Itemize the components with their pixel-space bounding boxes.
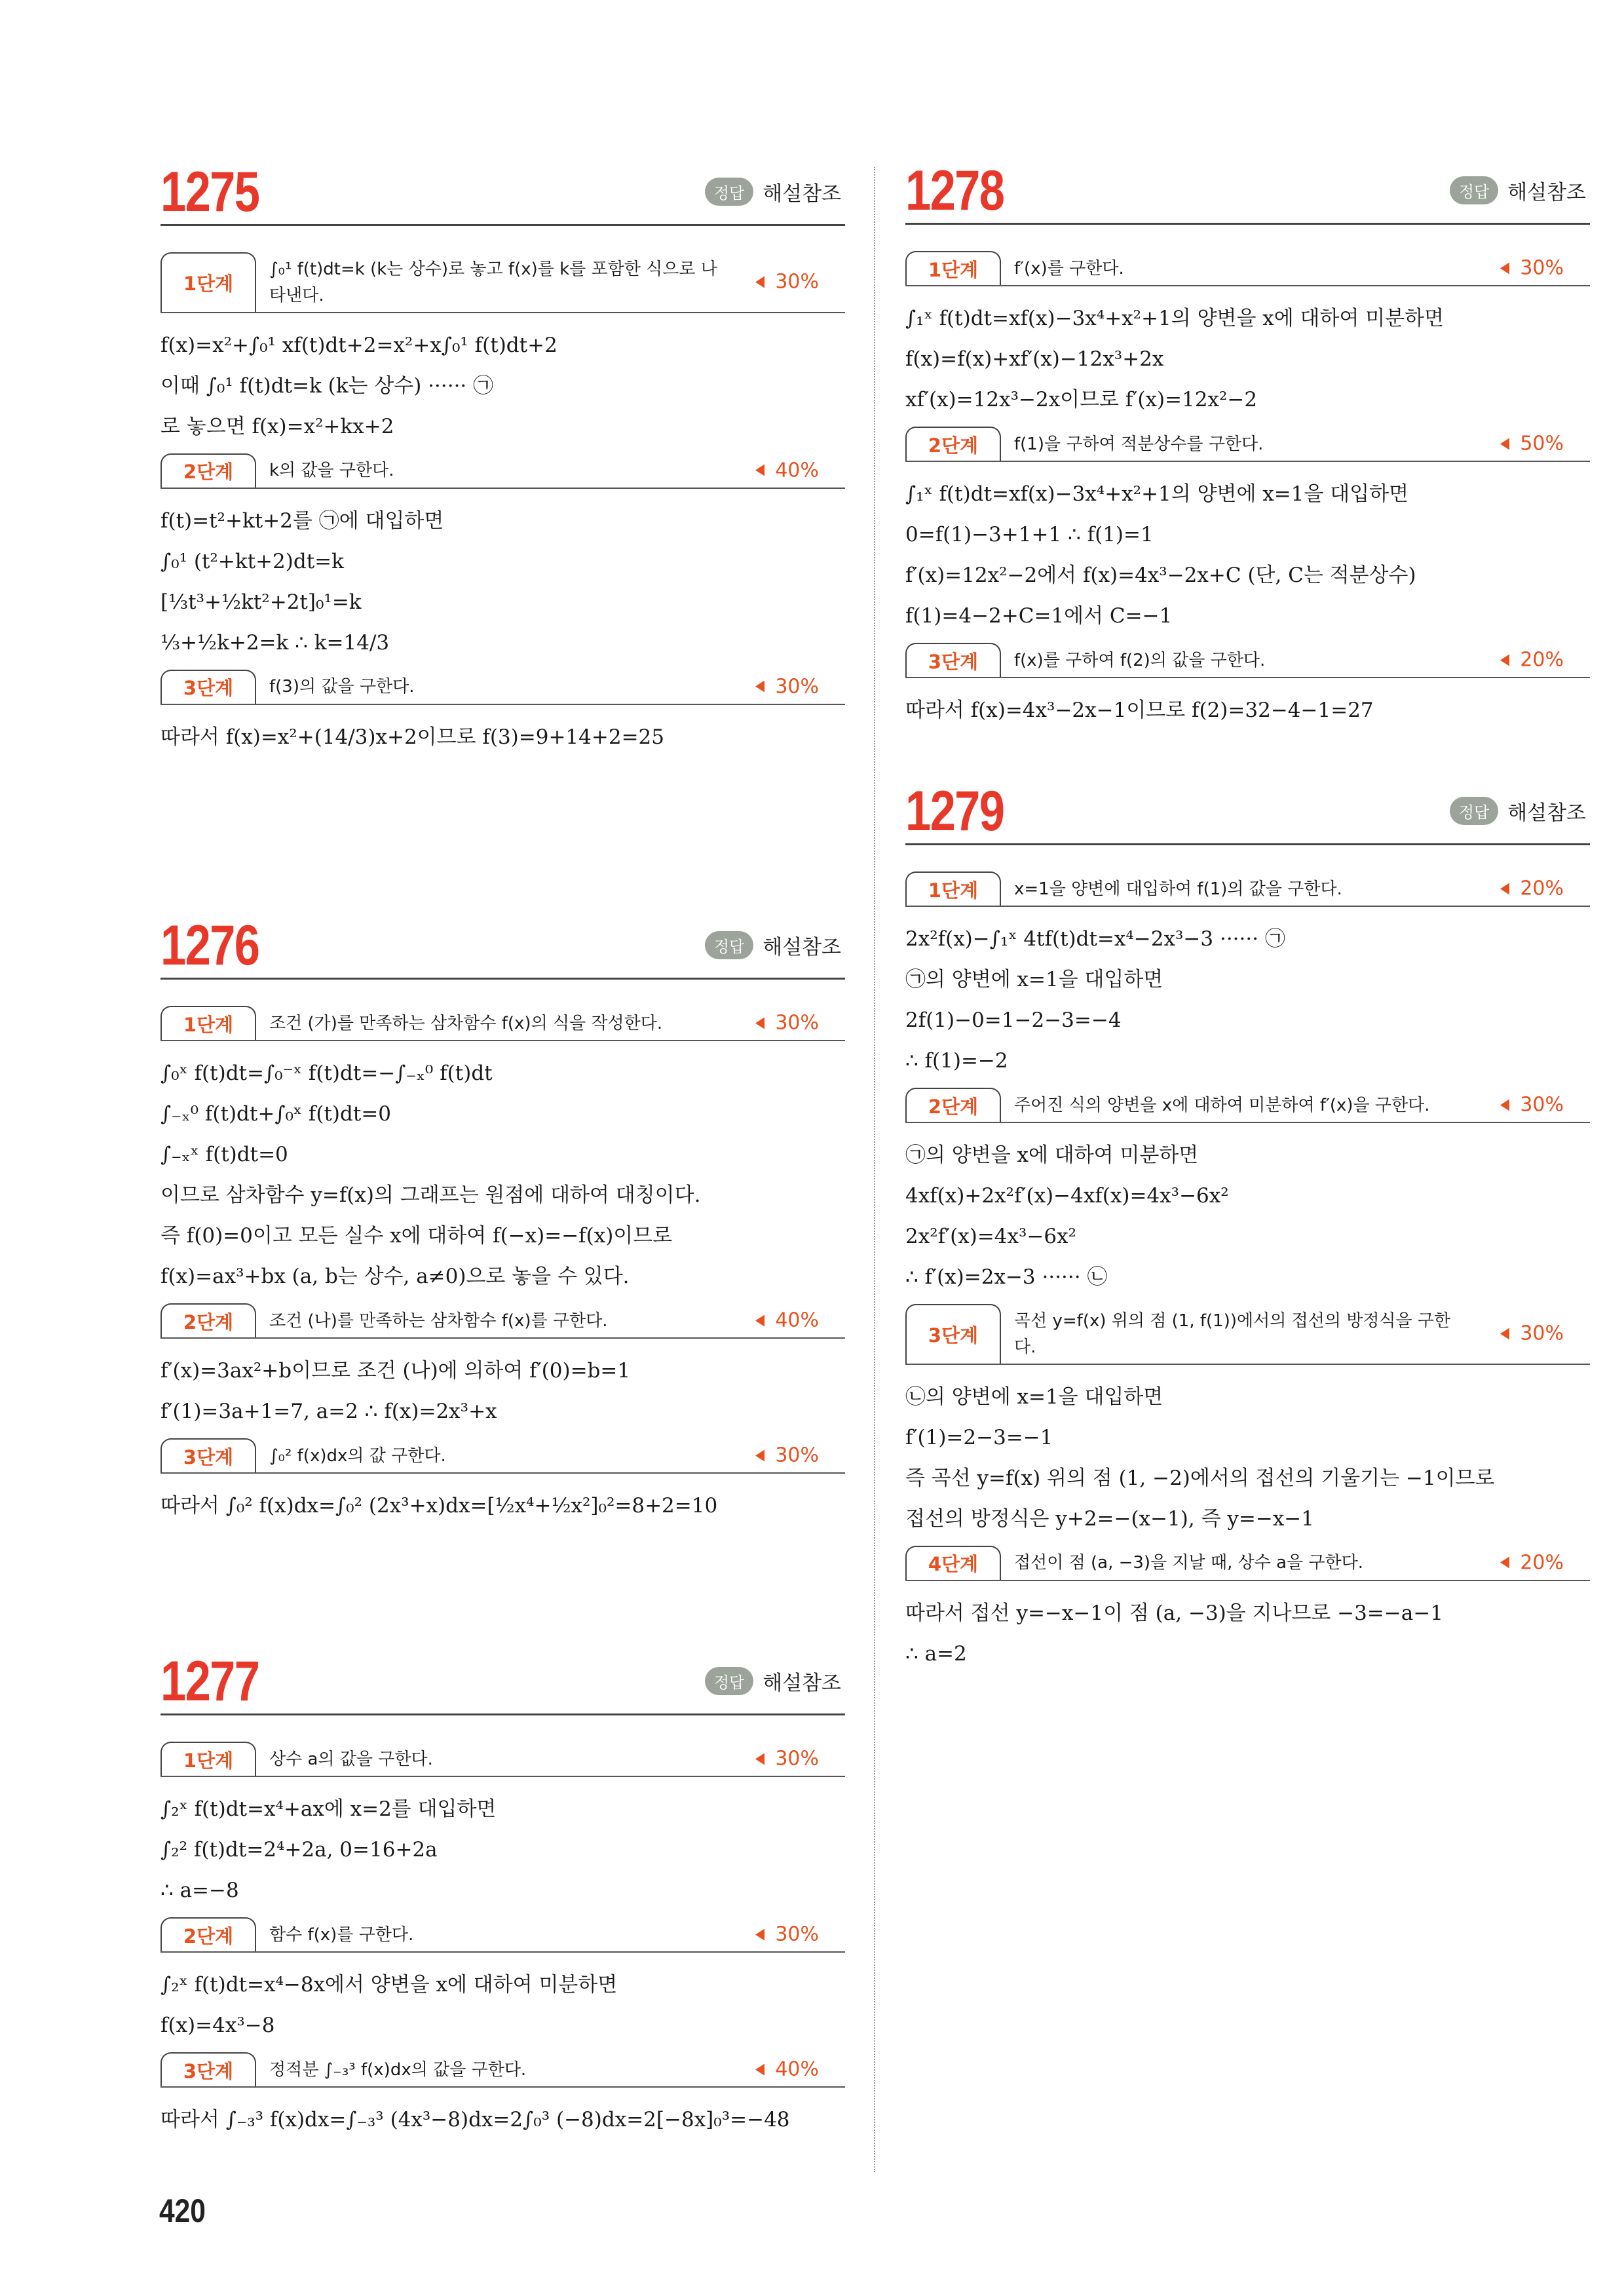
step-score	[755, 1012, 819, 1035]
problem-number: 1279	[905, 780, 1004, 843]
step-row	[905, 643, 1590, 678]
step-description: x=1을 양변에 대입하여 f(1)의 값을 구한다.	[1014, 879, 1342, 899]
step-row	[905, 1546, 1590, 1581]
problem-header	[161, 914, 845, 980]
step-score	[755, 2058, 819, 2081]
step-percent: 30%	[1520, 256, 1564, 280]
solution-line: f(x)=f(x)+xf′(x)−12x³+2x	[905, 347, 1164, 371]
step-description: ∫₀¹ f(t)dt=k (k는 상수)로 놓고 f(x)를 k를 포함한 식으로 나타낸다.	[269, 259, 717, 306]
step-label: 3단계	[905, 643, 1001, 677]
step-description: 조건 (나)를 만족하는 삼차함수 f(x)를 구한다.	[269, 1311, 608, 1331]
triangle-left-icon	[755, 276, 765, 288]
solution-line: f′(x)=3ax²+b이므로 조건 (나)에 의하여 f′(0)=b=1	[161, 1359, 631, 1383]
solution-line: 이때 ∫₀¹ f(t)dt=k (k는 상수) ······ ㉠	[161, 373, 494, 398]
triangle-left-icon	[755, 465, 765, 476]
step-percent: 30%	[775, 1923, 819, 1946]
triangle-left-icon	[755, 681, 765, 693]
step-label: 2단계	[161, 453, 256, 488]
step-row	[161, 1303, 845, 1339]
problem-header	[161, 1650, 845, 1715]
step-row	[905, 1304, 1590, 1365]
triangle-left-icon	[1500, 438, 1509, 450]
solution-line: f(t)=t²+kt+2를 ㉠에 대입하면	[161, 508, 444, 533]
step-row	[905, 427, 1590, 462]
triangle-left-icon	[1500, 1557, 1509, 1569]
solution-line: ㉡의 양변에 x=1을 대입하면	[905, 1385, 1163, 1409]
solution-line: ∫₀¹ (t²+kt+2)dt=k	[161, 549, 344, 573]
solution-line: f′(1)=2−3=−1	[905, 1425, 1053, 1449]
solution-line: [⅓t³+½kt²+2t]₀¹=k	[161, 590, 362, 614]
step-score	[1500, 877, 1564, 900]
answer-text: 해설참조	[763, 936, 841, 959]
step-percent: 30%	[775, 675, 819, 698]
step-label: 3단계	[161, 2052, 256, 2086]
step-label: 2단계	[161, 1917, 256, 1951]
step-description: 조건 (가)를 만족하는 삼차함수 f(x)의 식을 작성한다.	[269, 1013, 663, 1033]
answer-badge: 정답	[1450, 176, 1498, 204]
step-score	[755, 271, 819, 294]
step-description: f(3)의 값을 구한다.	[269, 677, 415, 697]
step-percent: 20%	[1520, 877, 1564, 900]
triangle-left-icon	[1500, 654, 1509, 666]
step-label: 1단계	[161, 1742, 256, 1776]
solution-line: 따라서 f(x)=x²+(14/3)x+2이므로 f(3)=9+14+2=25	[161, 725, 664, 749]
solution-line: xf′(x)=12x³−2x이므로 f′(x)=12x²−2	[905, 388, 1258, 411]
step-percent: 40%	[775, 459, 819, 482]
solution-line: 로 놓으면 f(x)=x²+kx+2	[161, 414, 394, 438]
step-score	[755, 1444, 819, 1467]
solution-line: ∫₂² f(t)dt=2⁴+2a, 0=16+2a	[161, 1838, 438, 1862]
step-description: k의 값을 구한다.	[269, 461, 394, 481]
step-percent: 30%	[775, 1444, 819, 1467]
solution-line: ∴ f′(x)=2x−3 ······ ㉡	[905, 1265, 1108, 1289]
step-row	[161, 252, 845, 313]
step-score	[1500, 257, 1564, 280]
triangle-left-icon	[1500, 262, 1509, 274]
step-score	[1500, 1094, 1564, 1117]
step-label: 3단계	[161, 1438, 256, 1472]
answer-text: 해설참조	[1507, 181, 1586, 204]
solution-line: f′(1)=3a+1=7, a=2 ∴ f(x)=2x³+x	[161, 1400, 497, 1423]
step-score	[1500, 1322, 1564, 1345]
solution-line: f(x)=4x³−8	[161, 2014, 275, 2037]
step-score	[1500, 1551, 1564, 1574]
solution-line: ∫₂ˣ f(t)dt=x⁴+ax에 x=2를 대입하면	[161, 1797, 497, 1821]
answer-text: 해설참조	[763, 182, 841, 206]
answer	[1450, 796, 1586, 826]
solution-line: 4xf(x)+2x²f′(x)−4xf(x)=4x³−6x²	[905, 1184, 1229, 1208]
solution-line: ∴ f(1)=−2	[905, 1049, 1008, 1073]
step-description: f′(x)를 구한다.	[1014, 258, 1124, 278]
step-label: 1단계	[905, 871, 1001, 906]
problem-header	[161, 161, 845, 226]
solution-line: ∫₁ˣ f(t)dt=xf(x)−3x⁴+x²+1의 양변을 x에 대하여 미분하면	[905, 307, 1445, 330]
step-row	[905, 1088, 1590, 1123]
step-label: 1단계	[905, 251, 1001, 285]
problem-number: 1275	[161, 161, 259, 223]
step-label: 2단계	[161, 1303, 256, 1337]
step-label: 1단계	[161, 252, 256, 312]
step-percent: 30%	[775, 270, 819, 294]
problem-number: 1278	[905, 159, 1004, 222]
solution-line: f(x)=ax³+bx (a, b는 상수, a≠0)으로 놓을 수 있다.	[161, 1265, 630, 1288]
problem-header	[905, 159, 1590, 225]
answer-text: 해설참조	[763, 1672, 841, 1695]
solution-line: ㉠의 양변을 x에 대하여 미분하면	[905, 1143, 1199, 1167]
triangle-left-icon	[755, 1017, 765, 1029]
step-percent: 30%	[775, 1011, 819, 1035]
solution-line: 접선의 방정식은 y+2=−(x−1), 즉 y=−x−1	[905, 1506, 1315, 1531]
step-label: 1단계	[161, 1006, 256, 1040]
solution-line: ∴ a=−8	[161, 1879, 239, 1902]
step-percent: 20%	[1520, 648, 1564, 672]
solution-line: ∫₁ˣ f(t)dt=xf(x)−3x⁴+x²+1의 양변에 x=1을 대입하면	[905, 482, 1409, 506]
solution-line: 2x²f(x)−∫₁ˣ 4tf(t)dt=x⁴−2x³−3 ······ ㉠	[905, 927, 1285, 951]
problem-1275	[161, 161, 845, 757]
answer	[1450, 176, 1586, 205]
step-score	[755, 459, 819, 482]
problem-number: 1277	[161, 1650, 259, 1713]
problem-header	[905, 780, 1590, 845]
solution-line: ⅓+½k+2=k ∴ k=14/3	[161, 630, 390, 655]
step-description: 상수 a의 값을 구한다.	[269, 1749, 433, 1769]
page-number: 420	[159, 2192, 206, 2229]
triangle-left-icon	[1500, 1099, 1509, 1111]
answer	[705, 1666, 841, 1696]
solution-line: 2f(1)−0=1−2−3=−4	[905, 1008, 1122, 1032]
step-label: 2단계	[905, 1088, 1001, 1122]
step-label: 4단계	[905, 1546, 1001, 1580]
step-percent: 30%	[1520, 1093, 1564, 1117]
solution-line: 이므로 삼차함수 y=f(x)의 그래프는 원점에 대하여 대칭이다.	[161, 1183, 701, 1207]
problem-1279	[905, 780, 1590, 1674]
solution-line: ∫₀ˣ f(t)dt=∫₀⁻ˣ f(t)dt=−∫₋ₓ⁰ f(t)dt	[161, 1062, 493, 1085]
solution-line: ㉠의 양변에 x=1을 대입하면	[905, 968, 1163, 991]
step-percent: 20%	[1520, 1551, 1564, 1575]
solution-line: 따라서 f(x)=4x³−2x−1이므로 f(2)=32−4−1=27	[905, 698, 1374, 722]
solution-line: 따라서 ∫₀² f(x)dx=∫₀² (2x³+x)dx=[½x⁴+½x²]₀²=8+2=10	[161, 1494, 718, 1518]
solution-line: ∫₋ₓ⁰ f(t)dt+∫₀ˣ f(t)dt=0	[161, 1102, 392, 1126]
triangle-left-icon	[1500, 1328, 1509, 1339]
step-score	[755, 1923, 819, 1946]
step-label: 2단계	[905, 427, 1001, 461]
answer-badge: 정답	[1450, 797, 1498, 825]
step-score	[1500, 649, 1564, 672]
step-row	[161, 453, 845, 489]
triangle-left-icon	[755, 1314, 765, 1326]
step-label: 3단계	[161, 670, 256, 704]
answer-badge: 정답	[705, 1667, 753, 1695]
step-score	[1500, 432, 1564, 455]
answer	[705, 177, 841, 206]
triangle-left-icon	[755, 2063, 765, 2075]
triangle-left-icon	[755, 1753, 765, 1765]
solution-line: 2x²f′(x)=4x³−6x²	[905, 1225, 1077, 1248]
step-row	[905, 251, 1590, 286]
step-row	[161, 670, 845, 705]
step-percent: 40%	[775, 2057, 819, 2081]
problem-1276	[161, 914, 845, 1526]
step-label: 3단계	[905, 1304, 1001, 1364]
answer-badge: 정답	[705, 178, 753, 206]
step-percent: 40%	[775, 1309, 819, 1332]
step-description: 곡선 y=f(x) 위의 점 (1, f(1))에서의 접선의 방정식을 구한다.	[1014, 1311, 1451, 1358]
step-description: f(1)을 구하여 적분상수를 구한다.	[1014, 434, 1264, 454]
step-percent: 30%	[775, 1747, 819, 1770]
solution-line: ∴ a=2	[905, 1641, 967, 1666]
solution-line: f(1)=4−2+C=1에서 C=−1	[905, 604, 1173, 628]
step-row	[161, 1742, 845, 1777]
problem-1277	[161, 1650, 845, 2140]
solution-line: 0=f(1)−3+1+1 ∴ f(1)=1	[905, 523, 1154, 546]
step-score	[755, 675, 819, 698]
step-row	[161, 1917, 845, 1953]
solution-line: 즉 곡선 y=f(x) 위의 점 (1, −2)에서의 접선의 기울기는 −1이므로	[905, 1466, 1495, 1490]
answer	[705, 930, 841, 960]
step-row	[161, 1006, 845, 1041]
solution-line: f(x)=x²+∫₀¹ xf(t)dt+2=x²+x∫₀¹ f(t)dt+2	[161, 333, 557, 357]
triangle-left-icon	[1500, 883, 1509, 894]
solution-line: 즉 f(0)=0이고 모든 실수 x에 대하여 f(−x)=−f(x)이므로	[161, 1224, 673, 1248]
step-description: 접선이 점 (a, −3)을 지날 때, 상수 a을 구한다.	[1014, 1553, 1364, 1573]
solution-line: f′(x)=12x²−2에서 f(x)=4x³−2x+C (단, C는 적분상수)	[905, 564, 1416, 587]
answer-badge: 정답	[705, 931, 753, 959]
problem-number: 1276	[161, 914, 259, 977]
triangle-left-icon	[755, 1928, 765, 1940]
step-row	[905, 871, 1590, 907]
step-description: f(x)를 구하여 f(2)의 값을 구한다.	[1014, 650, 1266, 670]
step-percent: 50%	[1520, 432, 1564, 455]
step-description: 정적분 ∫₋₃³ f(x)dx의 값을 구한다.	[269, 2059, 527, 2080]
step-row	[161, 2052, 845, 2088]
answer-text: 해설참조	[1507, 801, 1586, 825]
step-row	[161, 1438, 845, 1474]
column-divider	[874, 167, 875, 2172]
step-score	[755, 1748, 819, 1770]
solution-line: 따라서 접선 y=−x−1이 점 (a, −3)을 지나므로 −3=−a−1	[905, 1601, 1444, 1625]
solution-line: 따라서 ∫₋₃³ f(x)dx=∫₋₃³ (4x³−8)dx=2∫₀³ (−8)dx=2[−8x]₀³=−48	[161, 2108, 790, 2132]
step-description: 함수 f(x)를 구한다.	[269, 1924, 414, 1945]
problem-1278	[905, 159, 1590, 731]
triangle-left-icon	[755, 1449, 765, 1461]
step-percent: 30%	[1520, 1322, 1564, 1345]
step-description: ∫₀² f(x)dx의 값 구한다.	[269, 1445, 446, 1466]
step-score	[755, 1309, 819, 1332]
solution-line: ∫₂ˣ f(t)dt=x⁴−8x에서 양변을 x에 대하여 미분하면	[161, 1973, 618, 1997]
step-description: 주어진 식의 양변을 x에 대하여 미분하여 f′(x)을 구한다.	[1014, 1095, 1430, 1115]
solution-line: ∫₋ₓˣ f(t)dt=0	[161, 1143, 288, 1166]
